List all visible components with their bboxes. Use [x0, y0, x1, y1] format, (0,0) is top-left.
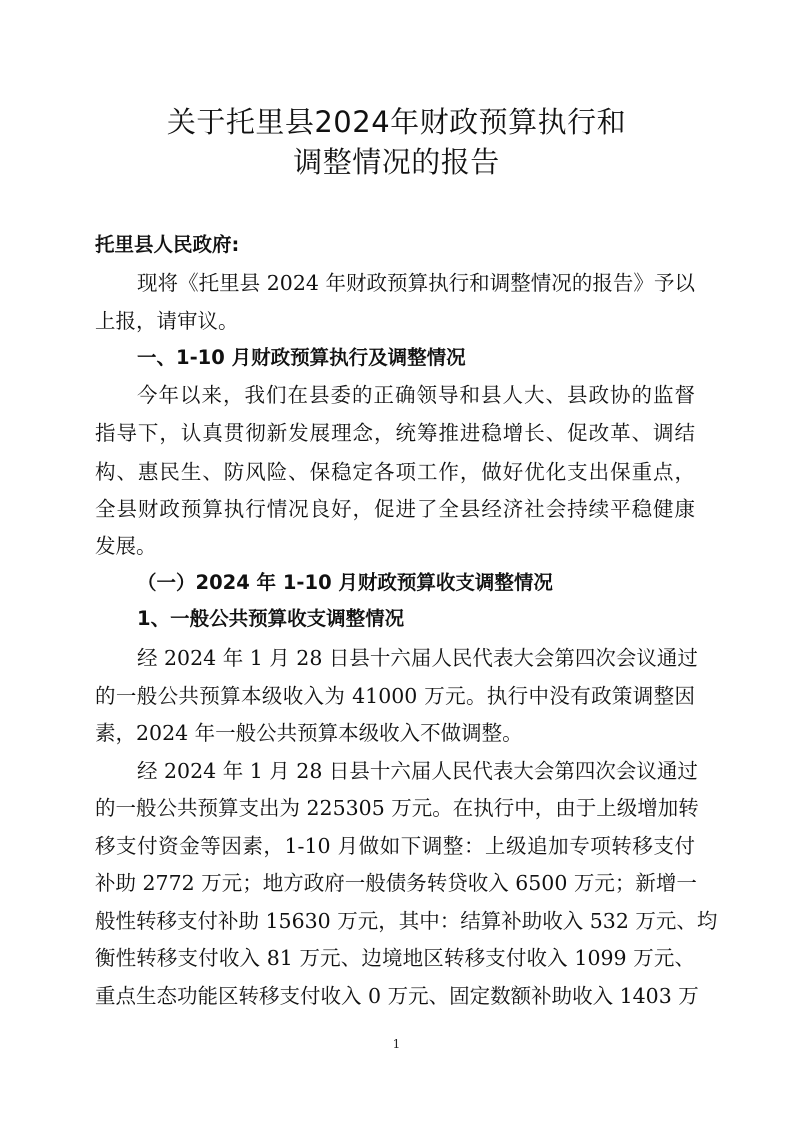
paragraph-line: 补助 2772 万元；地方政府一般债务转贷收入 6500 万元；新增一 [95, 871, 697, 895]
paragraph-line: 构、惠民生、防风险、保稳定各项工作，做好优化支出保重点， [95, 460, 695, 484]
paragraph-line: 今年以来，我们在县委的正确领导和县人大、县政协的监督 [137, 383, 695, 407]
salutation: 托里县人民政府: [95, 233, 240, 256]
paragraph-line: 现将《托里县 2024 年财政预算执行和调整情况的报告》予以 [137, 271, 695, 295]
paragraph-line: 发展。 [95, 534, 157, 558]
paragraph-line: 指导下，认真贯彻新发展理念，统筹推进稳增长、促改革、调结 [95, 421, 695, 445]
paragraph-line: 的一般公共预算本级收入为 41000 万元。执行中没有政策调整因 [95, 684, 695, 708]
report-title-line-1: 关于托里县2024年财政预算执行和 [166, 105, 627, 139]
paragraph-line: 移支付资金等因素，1-10 月做如下调整：上级追加专项转移支付 [95, 834, 695, 858]
paragraph-line: 全县财政预算执行情况良好，促进了全县经济社会持续平稳健康 [95, 497, 695, 521]
paragraph-line: 素，2024 年一般公共预算本级收入不做调整。 [95, 721, 523, 745]
paragraph-line: 般性转移支付补助 15630 万元，其中：结算补助收入 532 万元、均 [95, 909, 718, 933]
paragraph-line: 衡性转移支付收入 81 万元、边境地区转移支付收入 1099 万元、 [95, 946, 695, 970]
report-title-line-2: 调整情况的报告 [293, 145, 500, 179]
paragraph-line: 经 2024 年 1 月 28 日县十六届人民代表大会第四次会议通过 [137, 646, 698, 670]
section-heading-3: 1、一般公共预算收支调整情况 [137, 607, 405, 630]
page-number: 1 [392, 1037, 401, 1051]
paragraph-line: 的一般公共预算支出为 225305 万元。在执行中，由于上级增加转 [95, 796, 699, 820]
paragraph-line: 经 2024 年 1 月 28 日县十六届人民代表大会第四次会议通过 [137, 759, 698, 783]
paragraph-line: 上报，请审议。 [95, 309, 239, 333]
paragraph-line: 重点生态功能区转移支付收入 0 万元、固定数额补助收入 1403 万 [95, 984, 699, 1008]
section-heading-1: 一、1-10 月财政预算执行及调整情况 [137, 346, 466, 369]
section-heading-2: （一）2024 年 1-10 月财政预算收支调整情况 [137, 571, 553, 594]
